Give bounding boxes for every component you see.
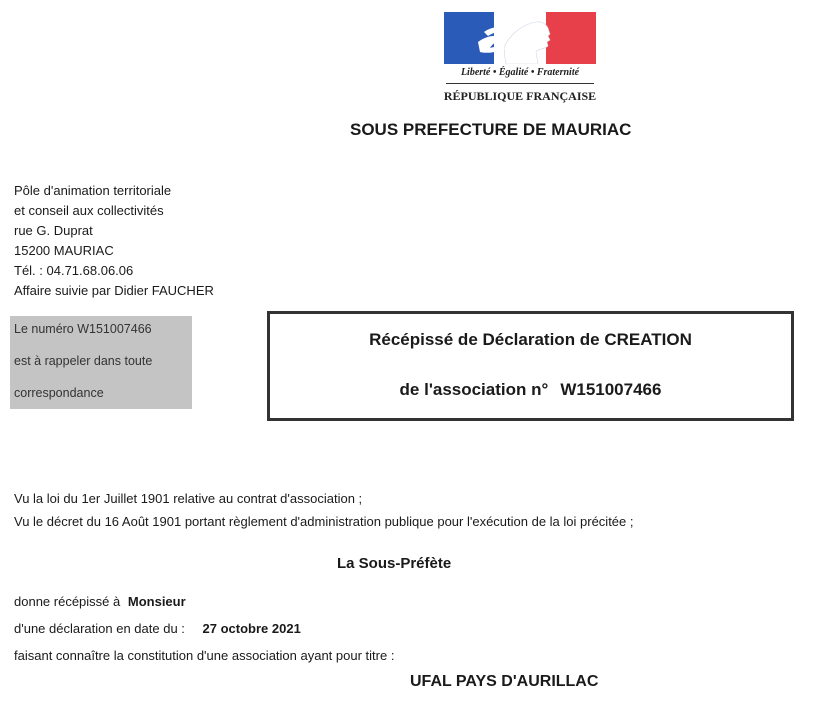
- service-line: rue G. Duprat: [14, 223, 93, 238]
- authority-title: SOUS PREFECTURE DE MAURIAC: [350, 120, 632, 139]
- association-number: W151007466: [560, 380, 662, 399]
- service-address: [14, 181, 214, 301]
- receipt-recipient-line: [14, 594, 186, 609]
- reference-line: Le numéro W151007466: [14, 322, 152, 336]
- receipt-title: Récépissé de Déclaration de CREATION: [369, 330, 692, 349]
- logo-divider: [446, 83, 594, 84]
- declaration-date: 27 octobre 2021: [202, 621, 301, 636]
- legal-law: Vu la loi du 1er Juillet 1901 relative au contrat d'association ;: [14, 491, 363, 506]
- reference-line: correspondance: [14, 386, 104, 400]
- republic-motto: Liberté • Égalité • Fraternité: [460, 67, 580, 78]
- declaration-date-label: d'une déclaration en date du :: [14, 621, 185, 636]
- legal-decree: Vu le décret du 16 Août 1901 portant règlement d'administration publique pour l'exécution de la loi précitée ;: [14, 514, 634, 529]
- marianne-flag-icon: [444, 12, 596, 64]
- receipt-subtitle: [270, 380, 791, 400]
- receipt-label: donne récépissé à: [14, 594, 121, 609]
- republic-label: RÉPUBLIQUE FRANÇAISE: [443, 89, 597, 103]
- receipt-title-box: [267, 311, 794, 421]
- recipient-name: Monsieur: [127, 594, 186, 609]
- service-phone: Tél. : 04.71.68.06.06: [14, 263, 134, 278]
- declaration-purpose: faisant connaître la constitution d'une association ayant pour titre :: [14, 648, 395, 663]
- association-name: UFAL PAYS D'AURILLAC: [410, 673, 599, 690]
- service-line: et conseil aux collectivités: [14, 203, 164, 218]
- service-contact: Affaire suivie par Didier FAUCHER: [14, 283, 214, 298]
- marianne-logo: [442, 12, 598, 108]
- reference-notice: [10, 316, 192, 409]
- signatory-title: La Sous-Préfète: [337, 555, 452, 572]
- declaration-date-line: [14, 621, 301, 636]
- association-number-label: de l'association n°: [399, 380, 549, 399]
- reference-line: est à rappeler dans toute: [14, 354, 153, 368]
- service-line: Pôle d'animation territoriale: [14, 183, 172, 198]
- service-line: 15200 MAURIAC: [14, 243, 114, 258]
